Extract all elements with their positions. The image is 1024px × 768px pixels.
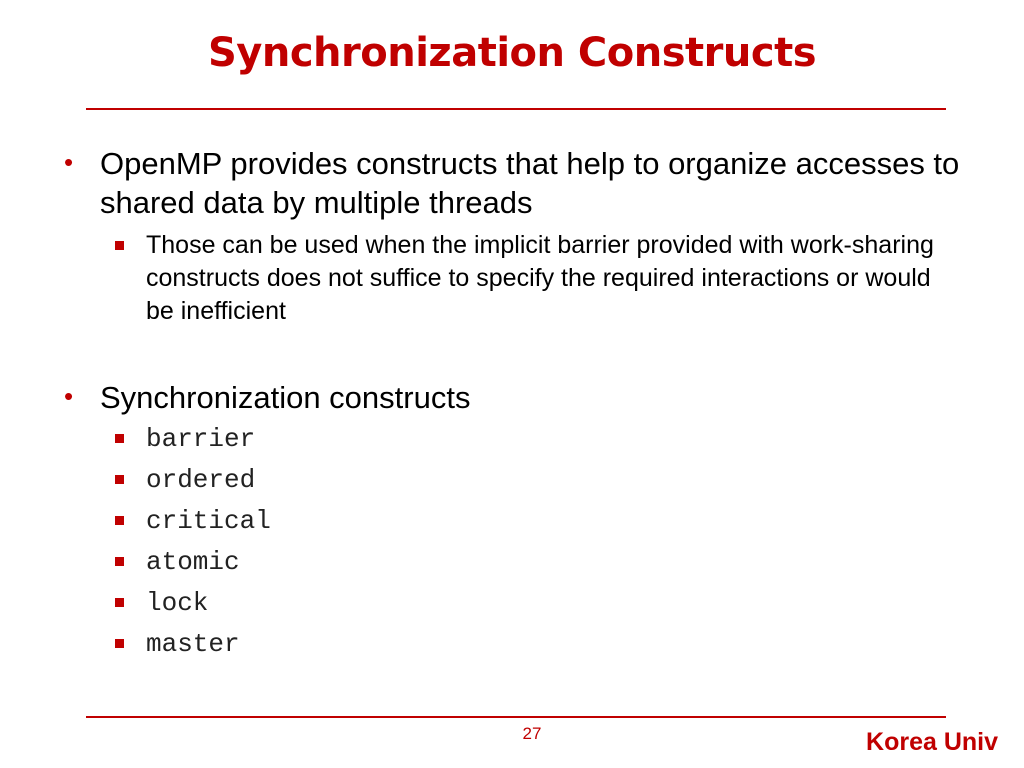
bullet-dot-icon: • (64, 381, 74, 411)
square-bullet-icon (115, 557, 124, 566)
square-bullet-icon (115, 639, 124, 648)
footer-divider (86, 716, 946, 718)
title-divider (86, 108, 946, 110)
square-bullet-icon (115, 516, 124, 525)
bullet-text: OpenMP provides constructs that help to organize accesses to shared data by multiple threads (100, 146, 960, 220)
square-bullet-icon (115, 475, 124, 484)
bullet-dot-icon: • (64, 147, 74, 177)
construct-label: ordered (146, 465, 256, 495)
bullet-openmp (62, 144, 962, 222)
construct-label: critical (146, 506, 271, 536)
square-bullet-icon (115, 434, 124, 443)
bullet-sync-constructs (62, 378, 962, 417)
bullet-text: Synchronization constructs (100, 380, 471, 415)
construct-lock (108, 583, 962, 624)
square-bullet-icon (115, 598, 124, 607)
slide-body (62, 144, 962, 665)
construct-label: master (146, 629, 240, 659)
sublist-constructs (108, 419, 962, 665)
slide-title: Synchronization Constructs (207, 30, 816, 76)
construct-label: barrier (146, 424, 256, 454)
construct-master (108, 624, 962, 665)
construct-atomic (108, 542, 962, 583)
construct-critical (108, 501, 962, 542)
footer-brand: Korea Univ (866, 728, 998, 756)
construct-label: lock (146, 588, 209, 618)
sublist-openmp (108, 229, 962, 328)
construct-label: atomic (146, 547, 240, 577)
sub-bullet-implicit-barrier (108, 229, 962, 328)
sub-bullet-text: Those can be used when the implicit barrier provided with work-sharing constructs does not suffice to specify the required interactions or would be inefficient (146, 231, 934, 325)
construct-barrier (108, 419, 962, 460)
page-number: 27 (522, 724, 542, 743)
construct-ordered (108, 460, 962, 501)
square-bullet-icon (115, 241, 124, 250)
